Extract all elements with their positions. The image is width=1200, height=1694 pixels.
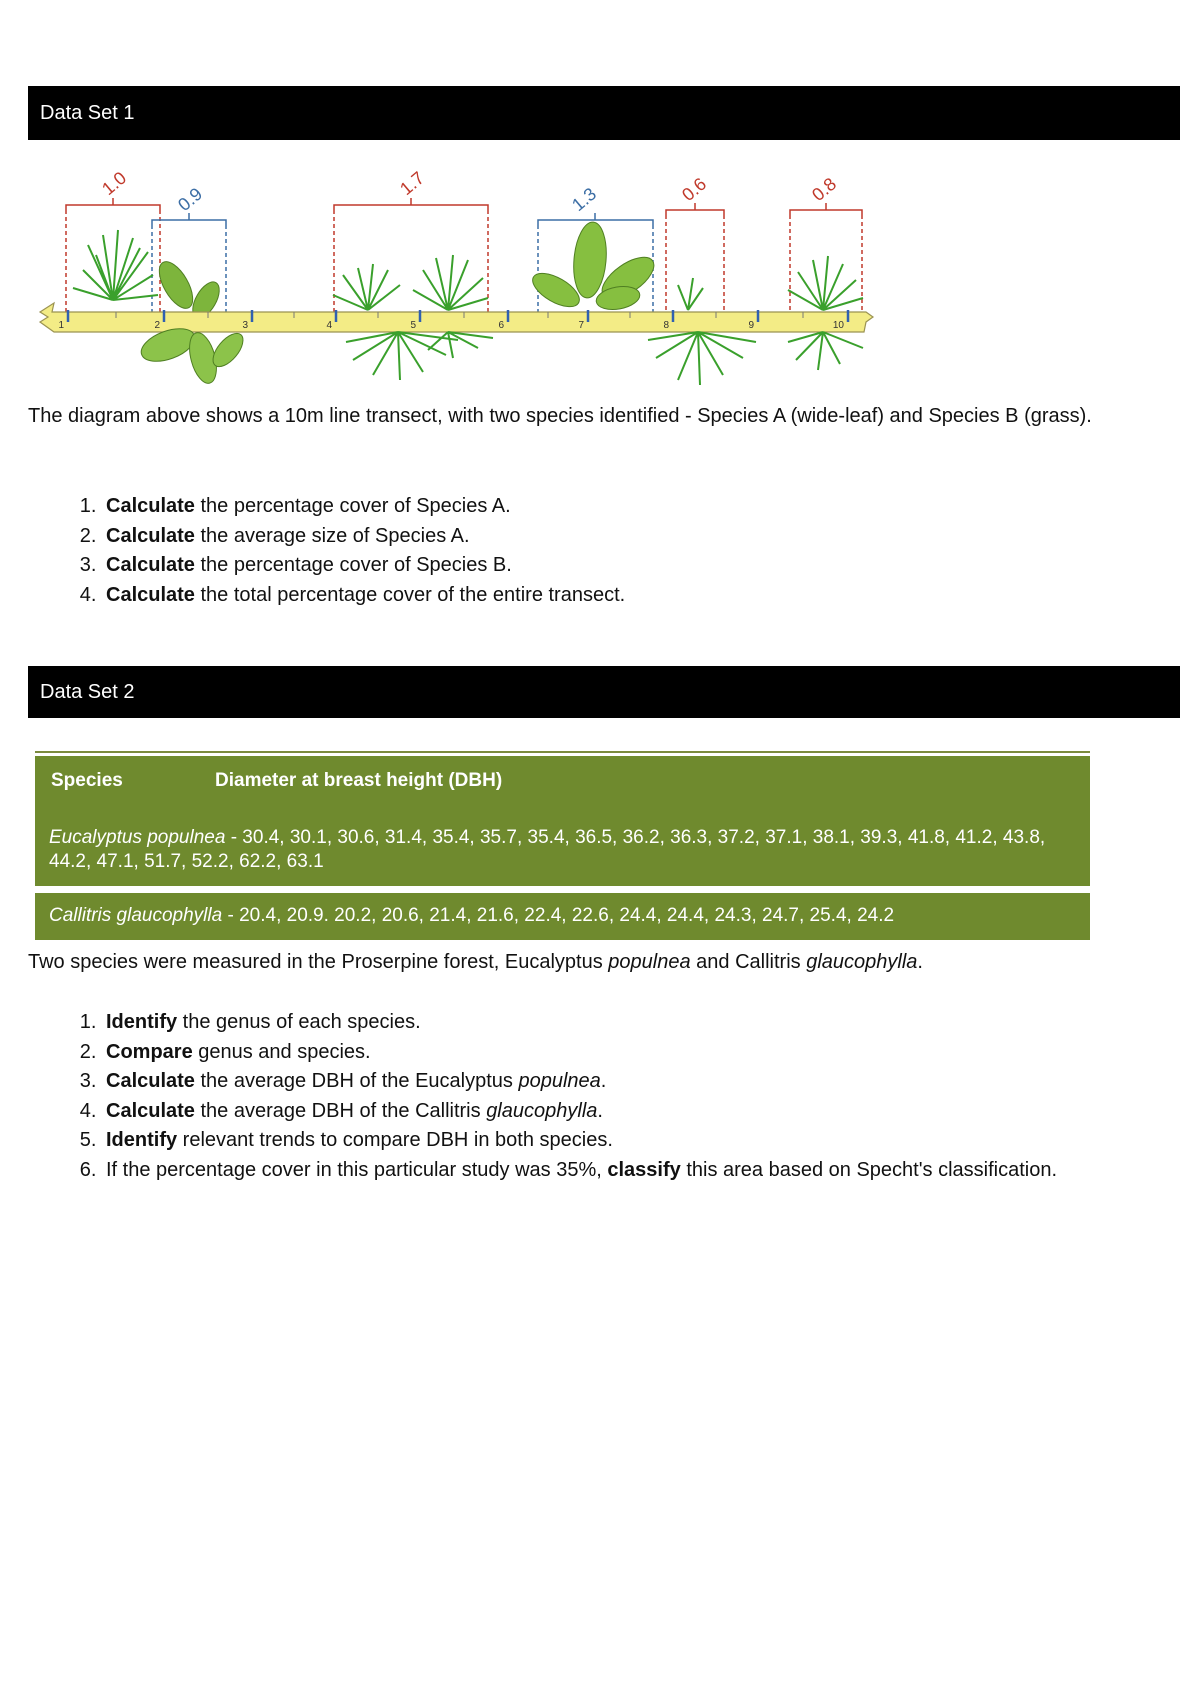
question-1: 1. Calculate the percentage cover of Species A. bbox=[102, 492, 625, 522]
leaf-plant-2 bbox=[527, 221, 660, 314]
table-row-callitris: Callitris glaucophylla - 20.4, 20.9. 20.2, 20.6, 21.4, 21.6, 22.4, 22.6, 24.4, 24.4, 24.3, 24.7, 25.4, 24.2 bbox=[49, 905, 895, 926]
question-4: 4. Calculate the average DBH of the Callitris glaucophylla. bbox=[102, 1097, 1057, 1127]
measurement-label-6: 0.8 bbox=[808, 173, 841, 206]
ruler-number-4: 4 bbox=[326, 320, 332, 331]
ruler-number-1: 1 bbox=[58, 320, 64, 331]
measurement-label-1: 1.0 bbox=[98, 167, 131, 200]
table-header-species: Species bbox=[51, 770, 123, 791]
table-top-rule bbox=[35, 751, 1090, 753]
bracket-2 bbox=[152, 213, 226, 225]
dbh-table-eucalyptus bbox=[35, 756, 1090, 886]
ruler-number-8: 8 bbox=[663, 320, 669, 331]
measurement-label-3: 1.7 bbox=[396, 167, 429, 200]
question-2: 2. Compare genus and species. bbox=[102, 1038, 1057, 1068]
forest-description: Two species were measured in the Proserpine forest, Eucalyptus populnea and Callitris glaucophylla. bbox=[28, 951, 923, 973]
measurement-label-2: 0.9 bbox=[174, 183, 207, 216]
ruler-number-6: 6 bbox=[498, 320, 504, 331]
table-header-dbh: Diameter at breast height (DBH) bbox=[215, 770, 503, 791]
table-row-eucalyptus: Eucalyptus populnea - 30.4, 30.1, 30.6, 31.4, 35.4, 35.7, 35.4, 36.5, 36.2, 36.3, 37.2, 37.1, 38.1, 39.3, 41.8, 41.2, 43.8, 44.2, 47.1, 51.7, 52.2, 62.2, 63.1 bbox=[49, 827, 1046, 872]
question-6: 6. If the percentage cover in this particular study was 35%, classify this area based on Specht's classification. bbox=[102, 1156, 1057, 1186]
transect-diagram bbox=[28, 160, 908, 400]
bracket-6 bbox=[790, 203, 862, 215]
bracket-1 bbox=[66, 198, 160, 210]
measurement-label-5: 0.6 bbox=[678, 173, 711, 206]
ruler-number-7: 7 bbox=[578, 320, 584, 331]
data-set-1-header: Data Set 1 bbox=[28, 86, 1180, 140]
grass-plant-2-lower bbox=[346, 332, 493, 380]
question-3: 3. Calculate the average DBH of the Eucalyptus populnea. bbox=[102, 1067, 1057, 1097]
question-2: 2. Calculate the average size of Species A. bbox=[102, 522, 625, 552]
ruler-number-2: 2 bbox=[154, 320, 160, 331]
measurement-label-4: 1.3 bbox=[568, 183, 601, 216]
ruler-number-5: 5 bbox=[410, 320, 416, 331]
grass-plant-1 bbox=[73, 230, 158, 300]
grass-plant-3 bbox=[678, 256, 863, 310]
bracket-5 bbox=[666, 203, 724, 215]
bracket-3 bbox=[334, 198, 488, 210]
ruler-number-10: 10 bbox=[832, 320, 844, 331]
question-5: 5. Identify relevant trends to compare DBH in both species. bbox=[102, 1126, 1057, 1156]
dbh-table-callitris bbox=[35, 893, 1090, 940]
question-3: 3. Calculate the percentage cover of Species B. bbox=[102, 551, 625, 581]
ruler-number-3: 3 bbox=[242, 320, 248, 331]
ruler-number-9: 9 bbox=[748, 320, 754, 331]
question-4: 4. Calculate the total percentage cover of the entire transect. bbox=[102, 581, 625, 611]
data-set-2-header: Data Set 2 bbox=[28, 666, 1180, 718]
transect-description: The diagram above shows a 10m line transect, with two species identified - Species A (wide-leaf) and Species B (grass). bbox=[28, 405, 1092, 427]
data-set-1-questions bbox=[28, 492, 625, 610]
data-set-2-questions bbox=[28, 1008, 1057, 1186]
grass-plant-3-lower bbox=[648, 332, 863, 385]
question-1: 1. Identify the genus of each species. bbox=[102, 1008, 1057, 1038]
grass-plant-2 bbox=[333, 255, 488, 310]
